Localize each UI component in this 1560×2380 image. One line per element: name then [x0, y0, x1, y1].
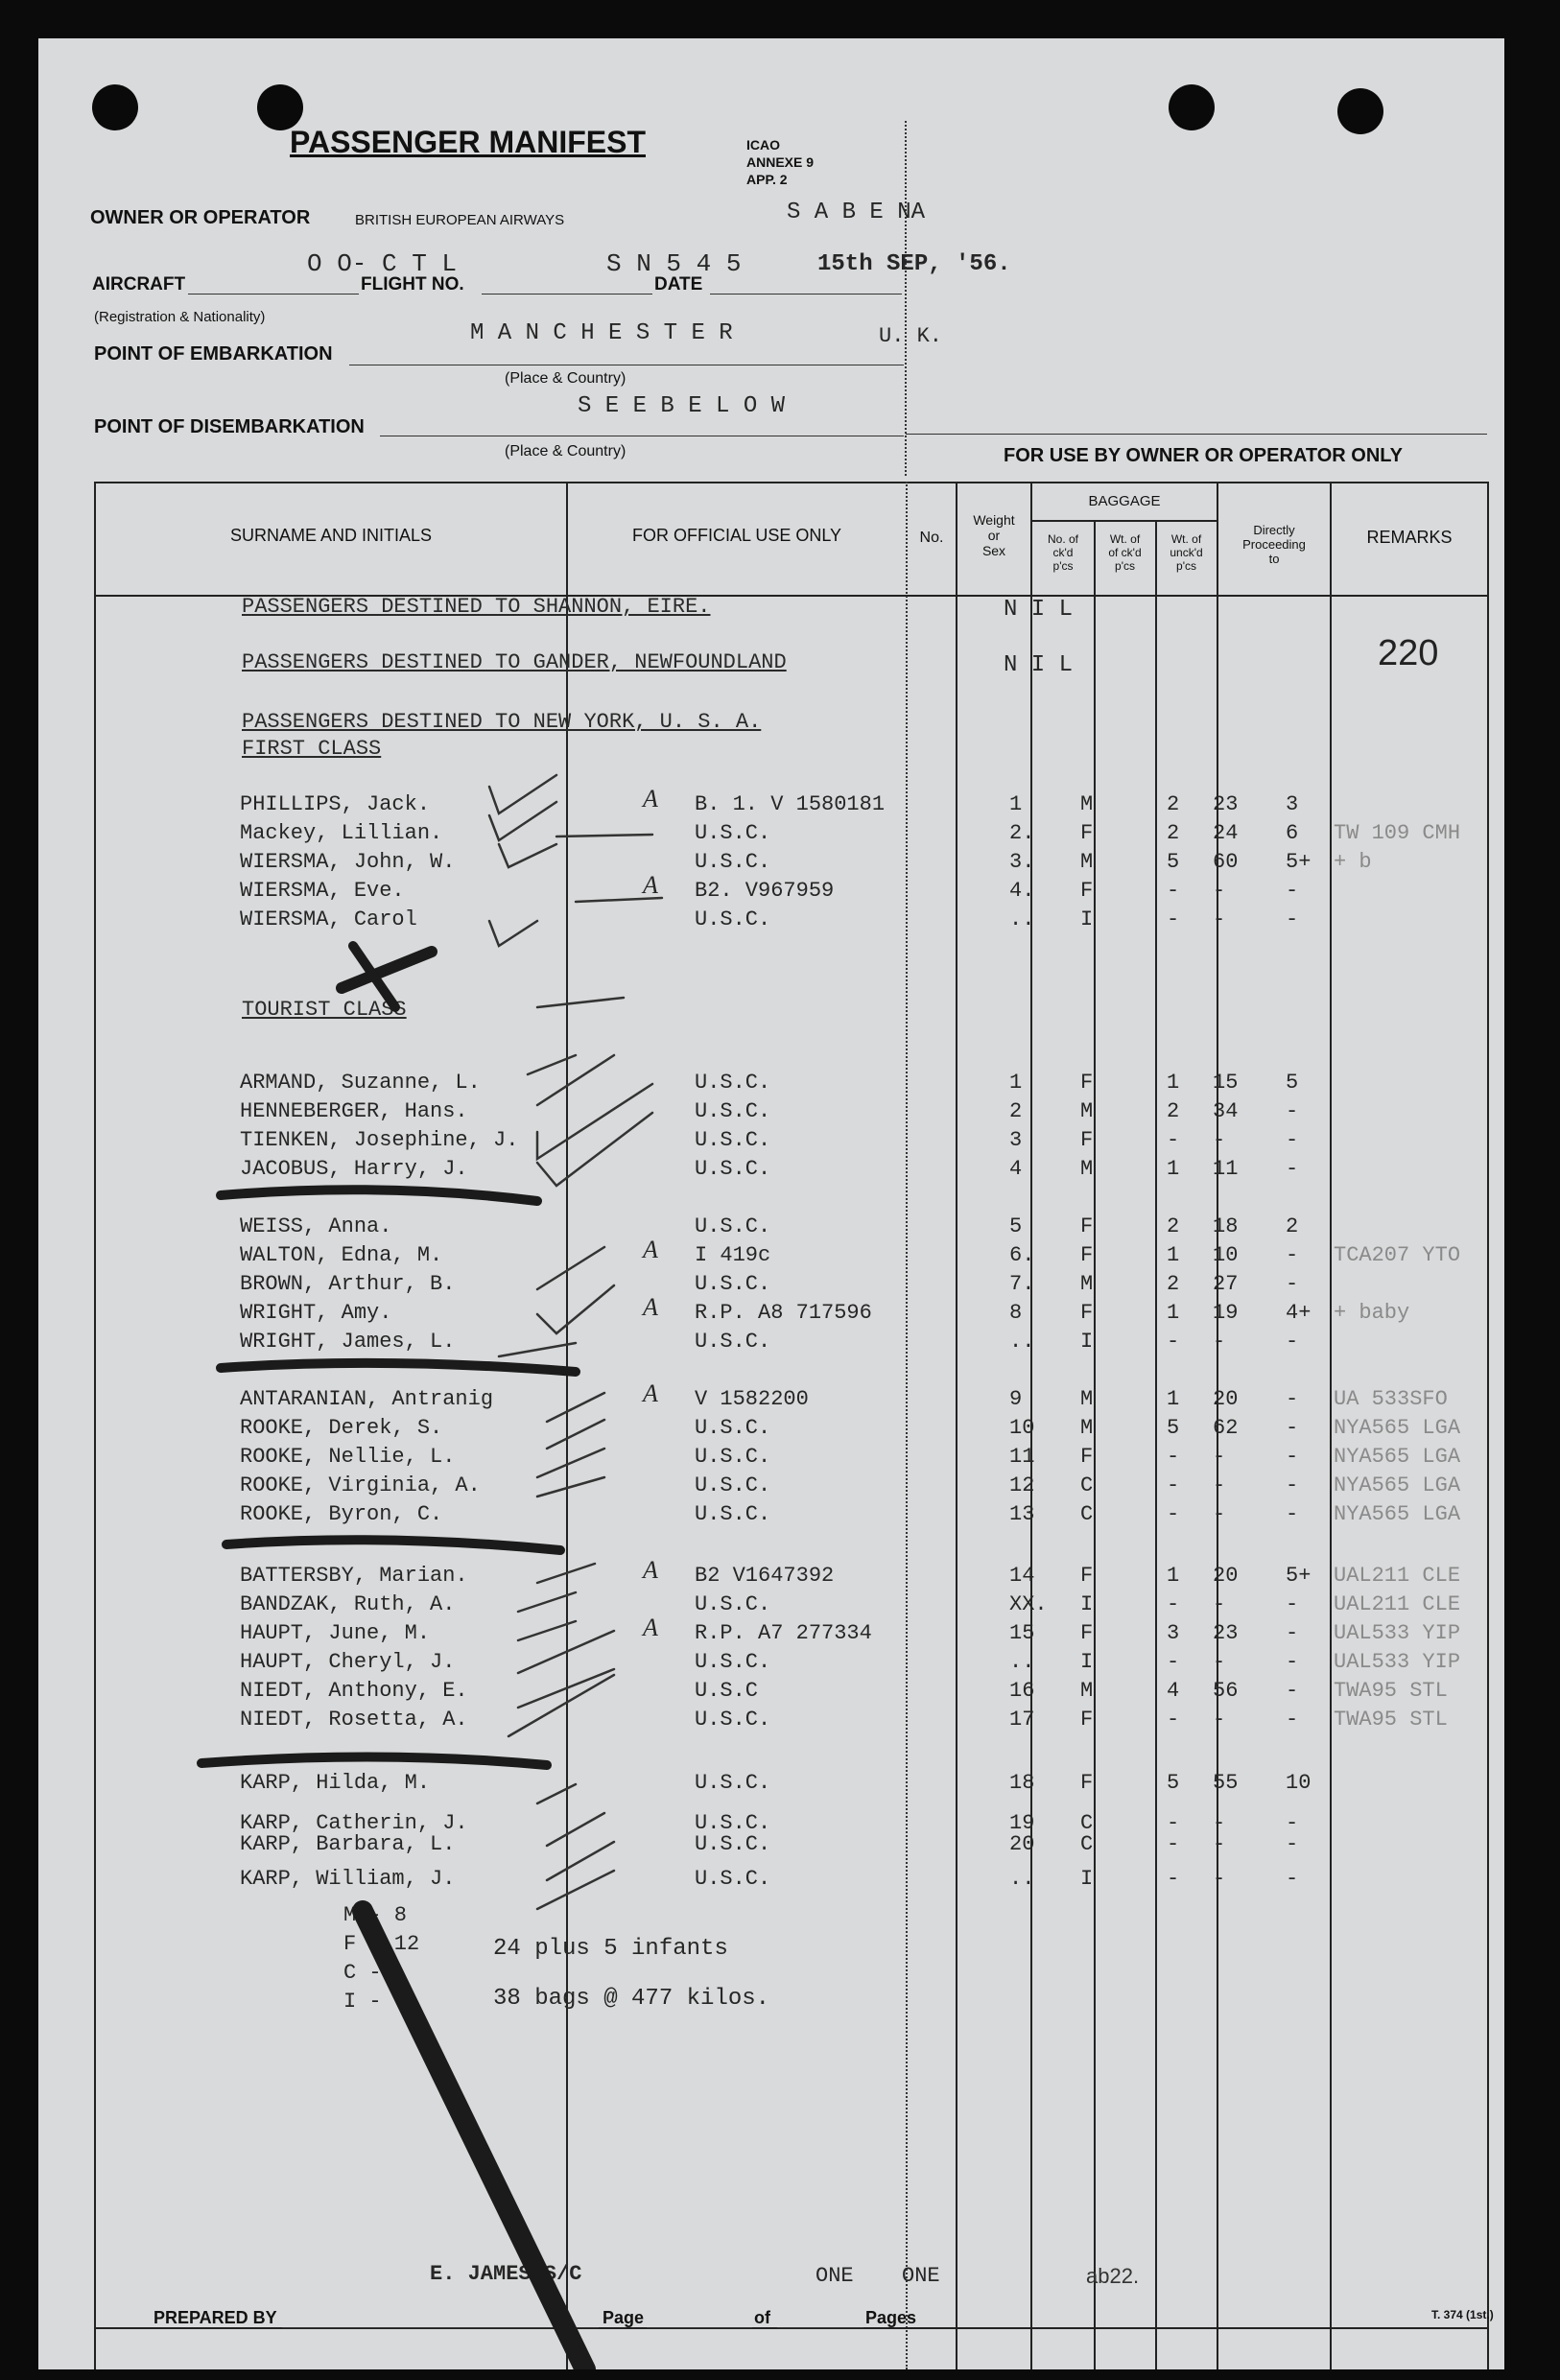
weight-unchecked: 56 — [1213, 1679, 1239, 1703]
proceeding: - — [1286, 1128, 1299, 1152]
handwritten-mark: A — [643, 1293, 658, 1321]
sex: F — [1080, 821, 1094, 845]
pieces-unchecked: - — [1167, 1502, 1180, 1526]
aircraft-label: AIRCRAFT — [92, 274, 186, 295]
flight-value: S N 5 4 5 — [606, 249, 742, 278]
passenger-no: 3 — [1009, 1128, 1023, 1152]
proceeding: - — [1286, 1621, 1299, 1645]
weight-unchecked: - — [1213, 1867, 1226, 1891]
weight-unchecked: - — [1213, 879, 1226, 903]
passenger-name: BATTERSBY, Marian. — [240, 1564, 468, 1588]
sex: F — [1080, 1214, 1094, 1238]
passenger-no: 5 — [1009, 1214, 1023, 1238]
place-country-note: (Place & Country) — [505, 443, 626, 460]
proceeding: - — [1286, 1272, 1299, 1296]
passenger-no: 3. — [1009, 850, 1035, 874]
weight-unchecked: - — [1213, 1128, 1226, 1152]
proceeding: - — [1286, 1330, 1299, 1354]
passenger-name: ROOKE, Derek, S. — [240, 1416, 443, 1440]
pieces-unchecked: - — [1167, 1867, 1180, 1891]
passenger-name: WIERSMA, Carol — [240, 907, 417, 931]
remarks: + b — [1334, 850, 1372, 874]
pieces-unchecked: 1 — [1167, 1243, 1180, 1267]
passenger-no: 4. — [1009, 879, 1035, 903]
owner-label: OWNER OR OPERATOR — [90, 207, 311, 228]
proceeding: - — [1286, 1473, 1299, 1497]
official-use: U.S.C. — [695, 1811, 771, 1835]
weight-unchecked: 10 — [1213, 1243, 1239, 1267]
proceeding: - — [1286, 1867, 1299, 1891]
proceeding: - — [1286, 1157, 1299, 1181]
passenger-name: WIERSMA, Eve. — [240, 879, 405, 903]
weight-unchecked: 55 — [1213, 1771, 1239, 1795]
official-use: U.S.C. — [695, 850, 771, 874]
proceeding: - — [1286, 879, 1299, 903]
embarkation-value: M A N C H E S T E R — [470, 320, 733, 346]
disembarkation-label: POINT OF DISEMBARKATION — [94, 416, 365, 437]
col-no: No. — [919, 530, 944, 546]
proceeding: 6 — [1286, 821, 1299, 845]
sex: M — [1080, 1679, 1094, 1703]
page-number: 220 — [1378, 633, 1439, 673]
sex: F — [1080, 1708, 1094, 1732]
passenger-no: .. — [1009, 1867, 1035, 1891]
pieces-unchecked: 2 — [1167, 1272, 1180, 1296]
passenger-no: 1 — [1009, 1071, 1023, 1095]
passenger-name: WALTON, Edna, M. — [240, 1243, 443, 1267]
remarks: UA 533SFO — [1334, 1387, 1448, 1411]
proceeding: - — [1286, 1679, 1299, 1703]
prepared-label: PREPARED BY — [154, 2308, 277, 2327]
reference-note: ab22. — [1086, 2264, 1140, 2288]
of-label: of — [754, 2308, 770, 2327]
handwritten-mark: A — [643, 1614, 658, 1641]
form-title: PASSENGER MANIFEST — [290, 125, 646, 159]
official-use: U.S.C. — [695, 1473, 771, 1497]
weight-unchecked: 23 — [1213, 1621, 1239, 1645]
passenger-name: ANTARANIAN, Antranig — [240, 1387, 494, 1411]
sex: F — [1080, 1128, 1094, 1152]
passenger-summary: 24 plus 5 infants — [493, 1936, 728, 1962]
embarkation-country: U. K. — [879, 324, 943, 348]
remarks: TW 109 CMH — [1334, 821, 1461, 845]
pieces-unchecked: 1 — [1167, 1157, 1180, 1181]
official-use: V 1582200 — [695, 1387, 809, 1411]
remarks: NYA565 LGA — [1334, 1473, 1461, 1497]
disembarkation-value: S E E B E L O W — [578, 393, 786, 419]
proceeding: - — [1286, 1243, 1299, 1267]
passenger-no: 11 — [1009, 1445, 1035, 1469]
passenger-name: NIEDT, Anthony, E. — [240, 1679, 468, 1703]
manifest-sheet — [38, 38, 1504, 2369]
passenger-name: ARMAND, Suzanne, L. — [240, 1071, 481, 1095]
official-use: U.S.C. — [695, 1650, 771, 1674]
proceeding: - — [1286, 1387, 1299, 1411]
page-label: Page — [603, 2308, 645, 2327]
sex: M — [1080, 1157, 1094, 1181]
remarks: UAL533 YIP — [1334, 1650, 1461, 1674]
handwritten-mark: A — [643, 871, 658, 899]
sex: I — [1080, 1330, 1094, 1354]
passenger-no: 20 — [1009, 1832, 1035, 1856]
gander-nil: N I L — [1004, 652, 1074, 678]
weight-unchecked: 62 — [1213, 1416, 1239, 1440]
remarks: NYA565 LGA — [1334, 1445, 1461, 1469]
passenger-name: WEISS, Anna. — [240, 1214, 392, 1238]
passenger-no: .. — [1009, 1330, 1035, 1354]
section-tourist-class: TOURIST CLASS — [242, 998, 407, 1022]
col-directly: Directly Proceeding to — [1242, 523, 1306, 566]
passenger-no: 18 — [1009, 1771, 1035, 1795]
pieces-unchecked: - — [1167, 879, 1180, 903]
sex: I — [1080, 1592, 1094, 1616]
section-gander: PASSENGERS DESTINED TO GANDER, NEWFOUNDLAND — [242, 650, 787, 674]
pieces-unchecked: 2 — [1167, 821, 1180, 845]
handwritten-mark: A — [643, 1379, 658, 1407]
official-use: U.S.C. — [695, 1445, 771, 1469]
sex: C — [1080, 1811, 1094, 1835]
proceeding: - — [1286, 1832, 1299, 1856]
proceeding: 2 — [1286, 1214, 1299, 1238]
signature: E. JAMES S/C — [430, 2262, 582, 2286]
remarks: + baby — [1334, 1301, 1410, 1325]
divider-stroke — [221, 1190, 537, 1201]
sex: C — [1080, 1832, 1094, 1856]
official-use: U.S.C. — [695, 1330, 771, 1354]
weight-unchecked: - — [1213, 1708, 1226, 1732]
passenger-no: 16 — [1009, 1679, 1035, 1703]
pages-label: Pages — [865, 2308, 917, 2327]
total-female: F - 12 — [343, 1932, 420, 1956]
weight-unchecked: 24 — [1213, 821, 1239, 845]
official-use: U.S.C — [695, 1679, 759, 1703]
official-use: B. 1. V 1580181 — [695, 792, 886, 816]
passenger-no: 7. — [1009, 1272, 1035, 1296]
proceeding: - — [1286, 1650, 1299, 1674]
official-use: U.S.C. — [695, 1502, 771, 1526]
weight-unchecked: 20 — [1213, 1387, 1239, 1411]
passenger-no: 10 — [1009, 1416, 1035, 1440]
official-use: U.S.C. — [695, 1832, 771, 1856]
passenger-no: 13 — [1009, 1502, 1035, 1526]
proceeding: - — [1286, 1592, 1299, 1616]
passenger-no: 14 — [1009, 1564, 1035, 1588]
sex: I — [1080, 1650, 1094, 1674]
passenger-no: 17 — [1009, 1708, 1035, 1732]
weight-unchecked: 20 — [1213, 1564, 1239, 1588]
passenger-name: KARP, Hilda, M. — [240, 1771, 431, 1795]
sex: F — [1080, 1301, 1094, 1325]
official-use: U.S.C. — [695, 1272, 771, 1296]
official-use: B2 V1647392 — [695, 1564, 835, 1588]
pieces-unchecked: 1 — [1167, 1564, 1180, 1588]
passenger-name: ROOKE, Byron, C. — [240, 1502, 443, 1526]
col-no-ckd: No. of ck'd p'cs — [1047, 532, 1078, 573]
proceeding: 10 — [1286, 1771, 1312, 1795]
flight-label: FLIGHT NO. — [361, 274, 464, 295]
passenger-name: WRIGHT, Amy. — [240, 1301, 392, 1325]
weight-unchecked: - — [1213, 1592, 1226, 1616]
sex: F — [1080, 1445, 1094, 1469]
official-use: U.S.C. — [695, 1071, 771, 1095]
passenger-name: HAUPT, June, M. — [240, 1621, 431, 1645]
remarks: TWA95 STL — [1334, 1708, 1448, 1732]
official-use: R.P. A7 277334 — [695, 1621, 872, 1645]
owner-use-note: FOR USE BY OWNER OR OPERATOR ONLY — [1004, 445, 1403, 466]
sex: F — [1080, 1564, 1094, 1588]
passenger-no: 15 — [1009, 1621, 1035, 1645]
icao-note: ICAO ANNEXE 9 APP. 2 — [746, 137, 815, 187]
handwritten-mark: A — [643, 1556, 658, 1584]
owner-value: S A B E NA — [787, 200, 926, 225]
col-baggage: BAGGAGE — [1088, 493, 1161, 509]
weight-unchecked: 23 — [1213, 792, 1239, 816]
handwritten-marks — [38, 38, 1504, 2369]
divider-stroke — [226, 1540, 560, 1550]
official-use: R.P. A8 717596 — [695, 1301, 872, 1325]
sex: C — [1080, 1502, 1094, 1526]
pieces-unchecked: 3 — [1167, 1621, 1180, 1645]
section-newyork: PASSENGERS DESTINED TO NEW YORK, U. S. A. — [242, 710, 762, 734]
pieces-unchecked: 4 — [1167, 1679, 1180, 1703]
official-use: U.S.C. — [695, 1157, 771, 1181]
official-use: U.S.C. — [695, 907, 771, 931]
weight-unchecked: - — [1213, 1473, 1226, 1497]
pieces-unchecked: - — [1167, 907, 1180, 931]
weight-unchecked: - — [1213, 1811, 1226, 1835]
official-use: I 419c — [695, 1243, 771, 1267]
official-use: U.S.C. — [695, 1708, 771, 1732]
sex: I — [1080, 1867, 1094, 1891]
passenger-no: .. — [1009, 1650, 1035, 1674]
passenger-no: 19 — [1009, 1811, 1035, 1835]
passenger-name: PHILLIPS, Jack. — [240, 792, 431, 816]
official-use: U.S.C. — [695, 821, 771, 845]
sex: F — [1080, 879, 1094, 903]
official-use: U.S.C. — [695, 1771, 771, 1795]
check-marks — [489, 775, 662, 1909]
pieces-unchecked: 5 — [1167, 850, 1180, 874]
proceeding: 5 — [1286, 1071, 1299, 1095]
proceeding: - — [1286, 1416, 1299, 1440]
passenger-no: 2. — [1009, 821, 1035, 845]
passenger-name: WRIGHT, James, L. — [240, 1330, 456, 1354]
weight-unchecked: - — [1213, 1502, 1226, 1526]
remarks: NYA565 LGA — [1334, 1416, 1461, 1440]
pieces-unchecked: - — [1167, 1128, 1180, 1152]
sex: F — [1080, 1243, 1094, 1267]
pieces-unchecked: 5 — [1167, 1416, 1180, 1440]
pieces-unchecked: 2 — [1167, 1214, 1180, 1238]
date-value: 15th SEP, '56. — [817, 251, 1011, 277]
pieces-unchecked: 1 — [1167, 1071, 1180, 1095]
divider-stroke — [221, 1363, 576, 1372]
official-use: U.S.C. — [695, 1099, 771, 1123]
passenger-name: BROWN, Arthur, B. — [240, 1272, 456, 1296]
remarks: TCA207 YTO — [1334, 1243, 1461, 1267]
official-use: U.S.C. — [695, 1128, 771, 1152]
official-use: U.S.C. — [695, 1416, 771, 1440]
pieces-unchecked: - — [1167, 1330, 1180, 1354]
sex: M — [1080, 1272, 1094, 1296]
passenger-no: 12 — [1009, 1473, 1035, 1497]
passenger-name: Mackey, Lillian. — [240, 821, 443, 845]
passenger-no: 1 — [1009, 792, 1023, 816]
proceeding: - — [1286, 1502, 1299, 1526]
passenger-no: 8 — [1009, 1301, 1023, 1325]
passenger-name: KARP, William, J. — [240, 1867, 456, 1891]
official-use: U.S.C. — [695, 1592, 771, 1616]
proceeding: - — [1286, 1099, 1299, 1123]
col-surname: SURNAME AND INITIALS — [229, 526, 433, 545]
pieces-unchecked: - — [1167, 1473, 1180, 1497]
remarks: UAL533 YIP — [1334, 1621, 1461, 1645]
remarks: UAL211 CLE — [1334, 1592, 1461, 1616]
passenger-name: ROOKE, Nellie, L. — [240, 1445, 456, 1469]
col-weight-sex: Weight or Sex — [973, 512, 1015, 559]
sex: M — [1080, 1416, 1094, 1440]
section-first-class: FIRST CLASS — [242, 737, 382, 761]
sex: C — [1080, 1473, 1094, 1497]
official-use: B2. V967959 — [695, 879, 835, 903]
pieces-unchecked: - — [1167, 1445, 1180, 1469]
sex: M — [1080, 792, 1094, 816]
total-male: M - 8 — [343, 1903, 408, 1927]
owner-printed: BRITISH EUROPEAN AIRWAYS — [355, 212, 565, 228]
weight-unchecked: 11 — [1213, 1157, 1239, 1181]
pieces-unchecked: 2 — [1167, 792, 1180, 816]
pieces-unchecked: - — [1167, 1832, 1180, 1856]
form-code: T. 374 (1st.) — [1431, 2308, 1494, 2321]
passenger-no: XX. — [1009, 1592, 1048, 1616]
total-infants: I - — [343, 1990, 382, 2014]
sex: M — [1080, 1099, 1094, 1123]
official-use: U.S.C. — [695, 1867, 771, 1891]
proceeding: - — [1286, 1445, 1299, 1469]
weight-unchecked: - — [1213, 907, 1226, 931]
col-official: FOR OFFICIAL USE ONLY — [631, 526, 842, 545]
passenger-no: 6. — [1009, 1243, 1035, 1267]
registration-note: (Registration & Nationality) — [94, 309, 266, 325]
pieces-unchecked: - — [1167, 1708, 1180, 1732]
divider-stroke — [201, 1756, 547, 1765]
weight-unchecked: 27 — [1213, 1272, 1239, 1296]
remarks: NYA565 LGA — [1334, 1502, 1461, 1526]
proceeding: - — [1286, 1708, 1299, 1732]
passenger-name: NIEDT, Rosetta, A. — [240, 1708, 468, 1732]
passenger-no: .. — [1009, 907, 1035, 931]
pieces-unchecked: 1 — [1167, 1387, 1180, 1411]
weight-unchecked: 34 — [1213, 1099, 1239, 1123]
weight-unchecked: 19 — [1213, 1301, 1239, 1325]
pieces-unchecked: 1 — [1167, 1301, 1180, 1325]
weight-unchecked: - — [1213, 1832, 1226, 1856]
weight-unchecked: 18 — [1213, 1214, 1239, 1238]
pieces-unchecked: - — [1167, 1811, 1180, 1835]
large-strike — [363, 1911, 585, 2369]
proceeding: - — [1286, 907, 1299, 931]
handwritten-mark: A — [643, 1236, 658, 1263]
place-country-note: (Place & Country) — [505, 370, 626, 387]
proceeding: - — [1286, 1811, 1299, 1835]
official-use: U.S.C. — [695, 1214, 771, 1238]
col-wt-unckd: Wt. of unck'd p'cs — [1170, 532, 1203, 573]
pieces-unchecked: - — [1167, 1592, 1180, 1616]
pages-one: ONE — [902, 2264, 940, 2288]
sex: F — [1080, 1771, 1094, 1795]
sex: F — [1080, 1621, 1094, 1645]
handwritten-mark: A — [643, 785, 658, 813]
remarks: TWA95 STL — [1334, 1679, 1448, 1703]
total-children: C - — [343, 1961, 382, 1985]
passenger-name: KARP, Barbara, L. — [240, 1832, 456, 1856]
passenger-name: ROOKE, Virginia, A. — [240, 1473, 481, 1497]
remarks: UAL211 CLE — [1334, 1564, 1461, 1588]
sex: I — [1080, 907, 1094, 931]
passenger-name: WIERSMA, John, W. — [240, 850, 456, 874]
sex: F — [1080, 1071, 1094, 1095]
passenger-no: 2 — [1009, 1099, 1023, 1123]
proceeding: 3 — [1286, 792, 1299, 816]
proceeding: 5+ — [1286, 1564, 1312, 1588]
col-remarks: REMARKS — [1366, 528, 1453, 547]
passenger-name: HAUPT, Cheryl, J. — [240, 1650, 456, 1674]
proceeding: 5+ — [1286, 850, 1312, 874]
passenger-name: TIENKEN, Josephine, J. — [240, 1128, 519, 1152]
sex: M — [1080, 1387, 1094, 1411]
date-label: DATE — [654, 274, 703, 295]
passenger-name: HENNEBERGER, Hans. — [240, 1099, 468, 1123]
passenger-no: 4 — [1009, 1157, 1023, 1181]
baggage-summary: 38 bags @ 477 kilos. — [493, 1986, 770, 2012]
weight-unchecked: - — [1213, 1330, 1226, 1354]
col-wt-ckd: Wt. of of ck'd p'cs — [1108, 532, 1142, 573]
embarkation-label: POINT OF EMBARKATION — [94, 343, 333, 365]
passenger-name: JACOBUS, Harry, J. — [240, 1157, 468, 1181]
shannon-nil: N I L — [1004, 597, 1074, 623]
passenger-name: BANDZAK, Ruth, A. — [240, 1592, 456, 1616]
pieces-unchecked: 2 — [1167, 1099, 1180, 1123]
pieces-unchecked: 5 — [1167, 1771, 1180, 1795]
weight-unchecked: 60 — [1213, 850, 1239, 874]
passenger-no: 9 — [1009, 1387, 1023, 1411]
page-one: ONE — [815, 2264, 854, 2288]
aircraft-value: O O- C T L — [307, 249, 458, 278]
section-shannon: PASSENGERS DESTINED TO SHANNON, EIRE. — [242, 595, 711, 619]
passenger-name: KARP, Catherin, J. — [240, 1811, 468, 1835]
pieces-unchecked: - — [1167, 1650, 1180, 1674]
weight-unchecked: - — [1213, 1445, 1226, 1469]
sex: M — [1080, 850, 1094, 874]
weight-unchecked: - — [1213, 1650, 1226, 1674]
proceeding: 4+ — [1286, 1301, 1312, 1325]
weight-unchecked: 15 — [1213, 1071, 1239, 1095]
